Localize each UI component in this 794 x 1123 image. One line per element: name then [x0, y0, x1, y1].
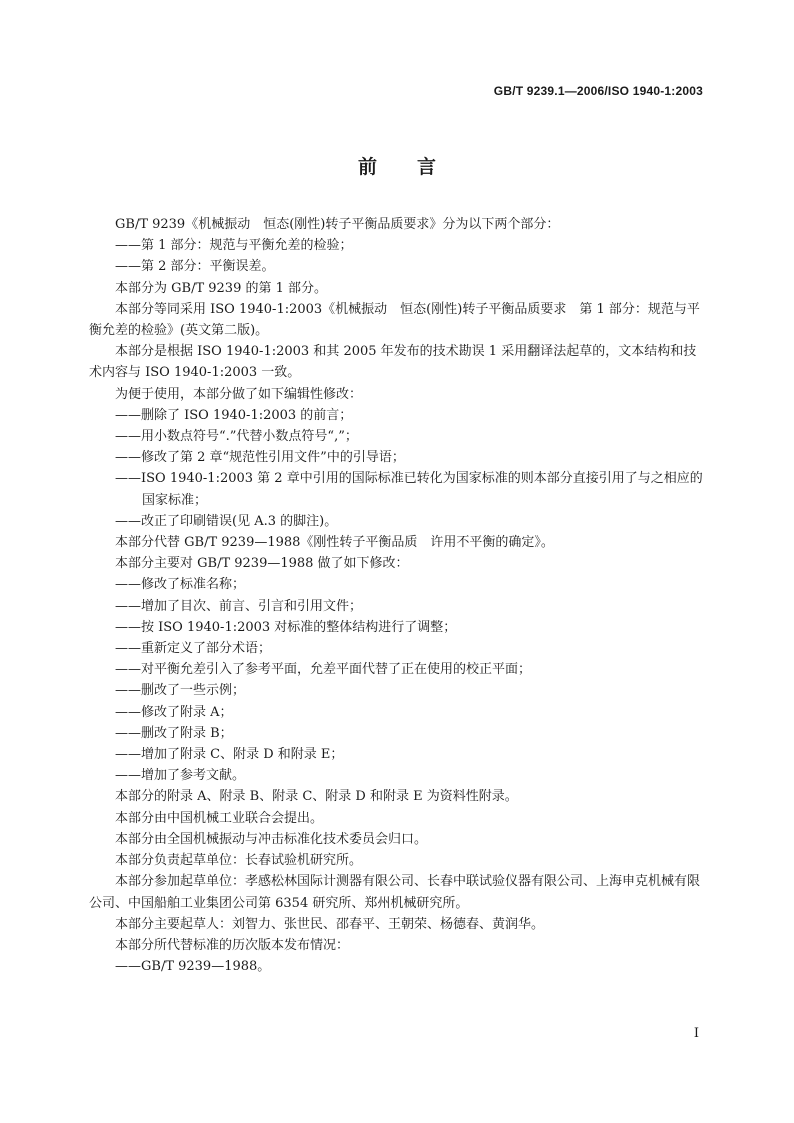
list-item: ——用小数点符号“.”代替小数点符号“,”； [115, 429, 358, 445]
list-item: ——删改了附录 B； [115, 725, 233, 741]
paragraph: 本部分代替 GB/T 9239—1988《刚性转子平衡品质 许用不平衡的确定》。 [115, 535, 554, 551]
list-item: ——增加了附录 C、附录 D 和附录 E； [115, 747, 344, 763]
paragraph: 本部分主要对 GB/T 9239—1988 做了如下修改： [115, 556, 409, 572]
page-title-char-2: 言 [417, 156, 437, 178]
paragraph: 本部分负责起草单位：长春试验机研究所。 [115, 853, 363, 869]
list-item: ——修改了第 2 章“规范性引用文件”中的引导语； [115, 450, 405, 466]
paragraph: 本部分主要起草人：刘智力、张世民、邵春平、王朝荣、杨德春、黄润华。 [115, 916, 545, 932]
paragraph: 本部分的附录 A、附录 B、附录 C、附录 D 和附录 E 为资料性附录。 [115, 789, 518, 805]
list-item: ——改正了印刷错误(见 A.3 的脚注)。 [115, 513, 338, 529]
foreword-body [89, 214, 703, 977]
list-item: ——删除了 ISO 1940-1:2003 的前言； [115, 407, 353, 423]
paragraph: 本部分由中国机械工业联合会提出。 [115, 810, 324, 826]
list-item: ——修改了附录 A； [115, 704, 233, 720]
list-item: ——按 ISO 1940-1:2003 对标准的整体结构进行了调整； [115, 619, 457, 635]
list-item: ——GB/T 9239—1988。 [115, 959, 271, 975]
standard-code: GB/T 9239.1—2006/ISO 1940-1:2003 [493, 84, 703, 98]
list-item: ——删改了一些示例； [115, 683, 246, 699]
list-item: ——重新定义了部分术语； [115, 641, 272, 657]
list-item: ——对平衡允差引入了参考平面，允差平面代替了正在使用的校正平面； [115, 662, 532, 678]
paragraph: 本部分所代替标准的历次版本发布情况： [115, 937, 350, 953]
list-item: ——ISO 1940-1:2003 第 2 章中引用的国际标准已转化为国家标准的则本部分直接引用了与之相应的国家标准； [115, 471, 703, 508]
paragraph: 本部分参加起草单位：孝感松林国际计测器有限公司、长春中联试验仪器有限公司、上海申克机械有限公司、中国船舶工业集团公司第 6354 研究所、郑州机械研究所。 [89, 874, 701, 911]
list-item: ——增加了参考文献。 [115, 768, 246, 784]
list-item: ——增加了目次、前言、引言和引用文件； [115, 598, 363, 614]
list-item: ——修改了标准名称； [115, 577, 246, 593]
list-item: ——第 1 部分：规范与平衡允差的检验； [115, 238, 353, 254]
list-item: ——第 2 部分：平衡误差。 [115, 259, 275, 275]
page-title [0, 152, 794, 179]
page-title-char-1: 前 [357, 156, 377, 178]
paragraph: 为便于使用，本部分做了如下编辑性修改： [115, 386, 363, 402]
paragraph: GB/T 9239《机械振动 恒态(刚性)转子平衡品质要求》分为以下两个部分： [115, 217, 560, 232]
paragraph: 本部分为 GB/T 9239 的第 1 部分。 [115, 280, 328, 296]
paragraph: 本部分是根据 ISO 1940-1:2003 和其 2005 年发布的技术勘误 1 采用翻译法起草的，文本结构和技术内容与 ISO 1940-1:2003 一致。 [89, 344, 697, 381]
paragraph: 本部分等同采用 ISO 1940-1:2003《机械振动 恒态(刚性)转子平衡品质要求 第 1 部分：规范与平衡允差的检验》(英文第二版)。 [89, 301, 700, 339]
paragraph: 本部分由全国机械振动与冲击标准化技术委员会归口。 [115, 831, 428, 847]
page-number: I [693, 1026, 699, 1041]
